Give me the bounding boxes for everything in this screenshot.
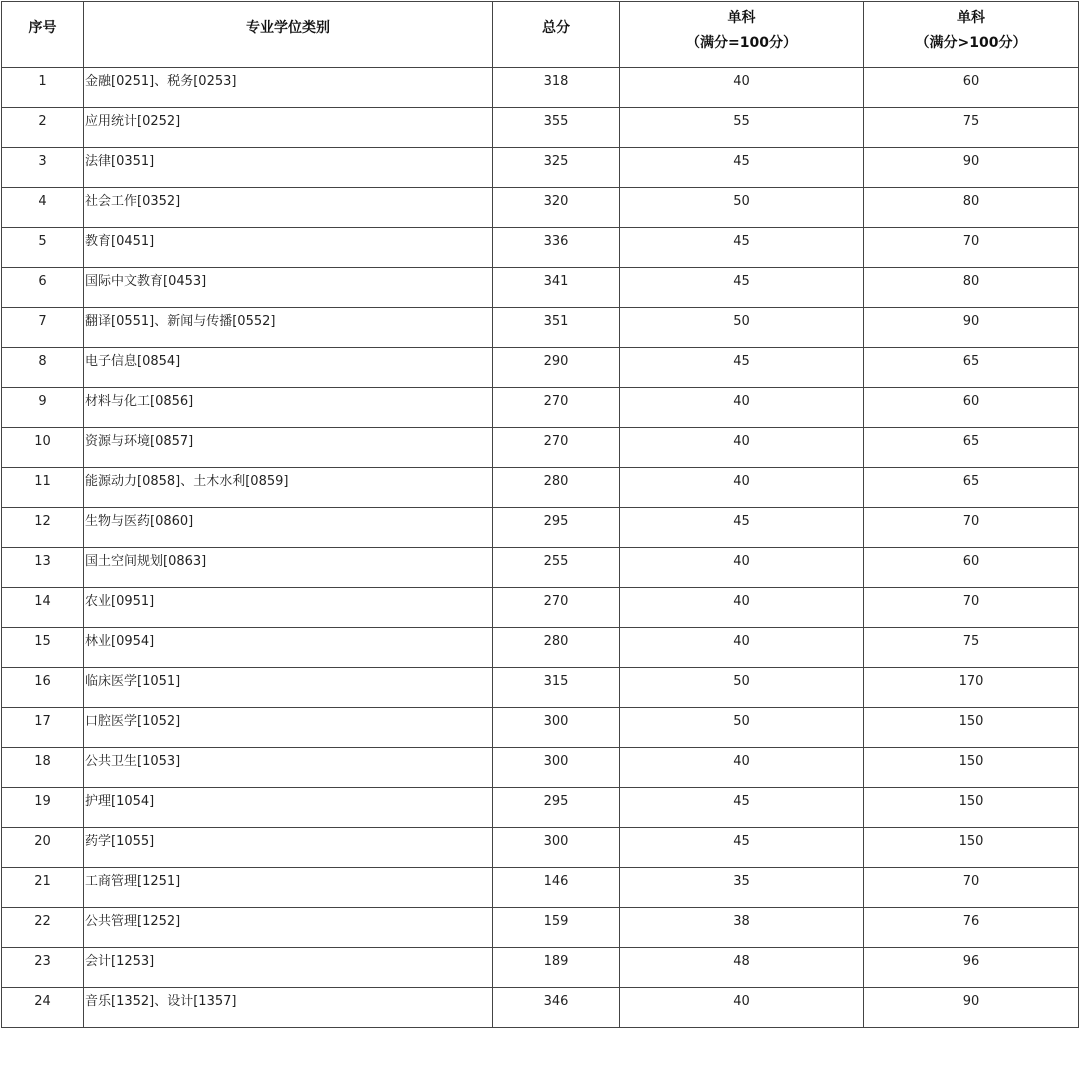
cell-single-a: 45 xyxy=(620,508,864,548)
header-single-a-sub: （满分=100分） xyxy=(686,35,797,51)
table-row xyxy=(2,708,1079,748)
cell-index: 1 xyxy=(2,68,84,108)
cell-single-b: 75 xyxy=(864,628,1079,668)
cell-category: 资源与环境[0857] xyxy=(84,428,493,468)
cell-single-a: 40 xyxy=(620,388,864,428)
cell-category: 林业[0954] xyxy=(84,628,493,668)
cell-index: 6 xyxy=(2,268,84,308)
cell-index: 8 xyxy=(2,348,84,388)
cell-index: 22 xyxy=(2,908,84,948)
table-row xyxy=(2,628,1079,668)
cell-category: 翻译[0551]、新闻与传播[0552] xyxy=(84,308,493,348)
cell-category: 工商管理[1251] xyxy=(84,868,493,908)
cell-single-b: 90 xyxy=(864,308,1079,348)
table-row xyxy=(2,308,1079,348)
cell-single-b: 70 xyxy=(864,508,1079,548)
cell-single-b: 60 xyxy=(864,68,1079,108)
cell-category: 农业[0951] xyxy=(84,588,493,628)
cell-single-a: 40 xyxy=(620,748,864,788)
cell-single-b: 150 xyxy=(864,788,1079,828)
table-row xyxy=(2,548,1079,588)
cell-index: 24 xyxy=(2,988,84,1028)
table-row xyxy=(2,428,1079,468)
cell-category: 国际中文教育[0453] xyxy=(84,268,493,308)
table-row xyxy=(2,348,1079,388)
cell-total: 300 xyxy=(493,828,620,868)
cell-total: 280 xyxy=(493,468,620,508)
cell-single-a: 40 xyxy=(620,468,864,508)
cell-index: 19 xyxy=(2,788,84,828)
cell-category: 国土空间规划[0863] xyxy=(84,548,493,588)
cell-category: 应用统计[0252] xyxy=(84,108,493,148)
cell-single-a: 48 xyxy=(620,948,864,988)
header-row xyxy=(2,2,1079,68)
cell-index: 23 xyxy=(2,948,84,988)
cell-index: 9 xyxy=(2,388,84,428)
cell-index: 5 xyxy=(2,228,84,268)
cell-category: 公共管理[1252] xyxy=(84,908,493,948)
cell-single-b: 70 xyxy=(864,228,1079,268)
cell-single-b: 65 xyxy=(864,348,1079,388)
cell-category: 口腔医学[1052] xyxy=(84,708,493,748)
cell-total: 270 xyxy=(493,388,620,428)
table-row xyxy=(2,228,1079,268)
header-single-a-title: 单科 xyxy=(727,10,756,26)
cell-single-a: 50 xyxy=(620,708,864,748)
cell-single-b: 60 xyxy=(864,388,1079,428)
header-single-a xyxy=(620,2,864,68)
cell-single-b: 170 xyxy=(864,668,1079,708)
cell-single-a: 45 xyxy=(620,148,864,188)
cell-total: 300 xyxy=(493,748,620,788)
cell-single-b: 70 xyxy=(864,868,1079,908)
table-row xyxy=(2,508,1079,548)
cell-total: 295 xyxy=(493,788,620,828)
header-single-b-title: 单科 xyxy=(957,10,985,26)
cell-index: 11 xyxy=(2,468,84,508)
cell-single-a: 50 xyxy=(620,308,864,348)
table-row xyxy=(2,828,1079,868)
score-table xyxy=(1,1,1079,1028)
table-row xyxy=(2,748,1079,788)
cell-category: 公共卫生[1053] xyxy=(84,748,493,788)
cell-category: 临床医学[1051] xyxy=(84,668,493,708)
cell-category: 会计[1253] xyxy=(84,948,493,988)
cell-index: 15 xyxy=(2,628,84,668)
cell-category: 材料与化工[0856] xyxy=(84,388,493,428)
header-single-b xyxy=(864,2,1079,68)
table-row xyxy=(2,148,1079,188)
cell-single-b: 70 xyxy=(864,588,1079,628)
cell-category: 音乐[1352]、设计[1357] xyxy=(84,988,493,1028)
cell-single-b: 80 xyxy=(864,268,1079,308)
cell-single-b: 76 xyxy=(864,908,1079,948)
table-row xyxy=(2,468,1079,508)
cell-total: 159 xyxy=(493,908,620,948)
cell-index: 16 xyxy=(2,668,84,708)
cell-single-b: 75 xyxy=(864,108,1079,148)
cell-single-a: 50 xyxy=(620,668,864,708)
cell-index: 14 xyxy=(2,588,84,628)
cell-category: 药学[1055] xyxy=(84,828,493,868)
cell-total: 320 xyxy=(493,188,620,228)
cell-total: 318 xyxy=(493,68,620,108)
cell-single-a: 40 xyxy=(620,628,864,668)
cell-total: 280 xyxy=(493,628,620,668)
cell-single-a: 40 xyxy=(620,68,864,108)
cell-total: 315 xyxy=(493,668,620,708)
cell-total: 295 xyxy=(493,508,620,548)
table-row xyxy=(2,388,1079,428)
cell-total: 300 xyxy=(493,708,620,748)
cell-category: 电子信息[0854] xyxy=(84,348,493,388)
cell-total: 255 xyxy=(493,548,620,588)
cell-total: 346 xyxy=(493,988,620,1028)
cell-total: 351 xyxy=(493,308,620,348)
cell-category: 生物与医药[0860] xyxy=(84,508,493,548)
header-category: 专业学位类别 xyxy=(84,2,493,68)
cell-category: 法律[0351] xyxy=(84,148,493,188)
table-row xyxy=(2,948,1079,988)
table-header xyxy=(2,2,1079,68)
cell-category: 社会工作[0352] xyxy=(84,188,493,228)
cell-total: 341 xyxy=(493,268,620,308)
cell-single-a: 55 xyxy=(620,108,864,148)
cell-index: 20 xyxy=(2,828,84,868)
cell-category: 能源动力[0858]、土木水利[0859] xyxy=(84,468,493,508)
cell-single-a: 45 xyxy=(620,348,864,388)
cell-single-b: 65 xyxy=(864,468,1079,508)
header-total: 总分 xyxy=(493,2,620,68)
cell-total: 336 xyxy=(493,228,620,268)
cell-total: 270 xyxy=(493,588,620,628)
table-row xyxy=(2,188,1079,228)
table-row xyxy=(2,68,1079,108)
cell-single-a: 45 xyxy=(620,268,864,308)
cell-single-a: 40 xyxy=(620,588,864,628)
cell-category: 教育[0451] xyxy=(84,228,493,268)
cell-total: 146 xyxy=(493,868,620,908)
cell-single-a: 40 xyxy=(620,988,864,1028)
cell-single-b: 90 xyxy=(864,148,1079,188)
table-row xyxy=(2,868,1079,908)
cell-single-a: 45 xyxy=(620,828,864,868)
cell-single-a: 50 xyxy=(620,188,864,228)
cell-single-b: 96 xyxy=(864,948,1079,988)
table-row xyxy=(2,908,1079,948)
cell-single-a: 35 xyxy=(620,868,864,908)
cell-index: 13 xyxy=(2,548,84,588)
header-index: 序号 xyxy=(2,2,84,68)
table-row xyxy=(2,988,1079,1028)
cell-single-b: 150 xyxy=(864,828,1079,868)
cell-single-b: 150 xyxy=(864,748,1079,788)
cell-index: 2 xyxy=(2,108,84,148)
cell-single-b: 80 xyxy=(864,188,1079,228)
cell-index: 4 xyxy=(2,188,84,228)
cell-single-b: 90 xyxy=(864,988,1079,1028)
cell-index: 12 xyxy=(2,508,84,548)
cell-index: 18 xyxy=(2,748,84,788)
cell-total: 325 xyxy=(493,148,620,188)
cell-single-a: 45 xyxy=(620,788,864,828)
cell-single-b: 150 xyxy=(864,708,1079,748)
cell-index: 10 xyxy=(2,428,84,468)
cell-single-a: 40 xyxy=(620,548,864,588)
cell-single-b: 65 xyxy=(864,428,1079,468)
cell-index: 17 xyxy=(2,708,84,748)
table-row xyxy=(2,108,1079,148)
table-row xyxy=(2,268,1079,308)
table-row xyxy=(2,588,1079,628)
cell-single-b: 60 xyxy=(864,548,1079,588)
cell-total: 270 xyxy=(493,428,620,468)
cell-category: 护理[1054] xyxy=(84,788,493,828)
cell-index: 7 xyxy=(2,308,84,348)
header-single-b-sub: （满分>100分） xyxy=(915,35,1027,51)
cell-index: 3 xyxy=(2,148,84,188)
cell-total: 355 xyxy=(493,108,620,148)
cell-category: 金融[0251]、税务[0253] xyxy=(84,68,493,108)
cell-single-a: 38 xyxy=(620,908,864,948)
cell-single-a: 40 xyxy=(620,428,864,468)
cell-total: 189 xyxy=(493,948,620,988)
table-body xyxy=(2,68,1079,1028)
cell-total: 290 xyxy=(493,348,620,388)
table-row xyxy=(2,788,1079,828)
cell-index: 21 xyxy=(2,868,84,908)
table-row xyxy=(2,668,1079,708)
cell-single-a: 45 xyxy=(620,228,864,268)
